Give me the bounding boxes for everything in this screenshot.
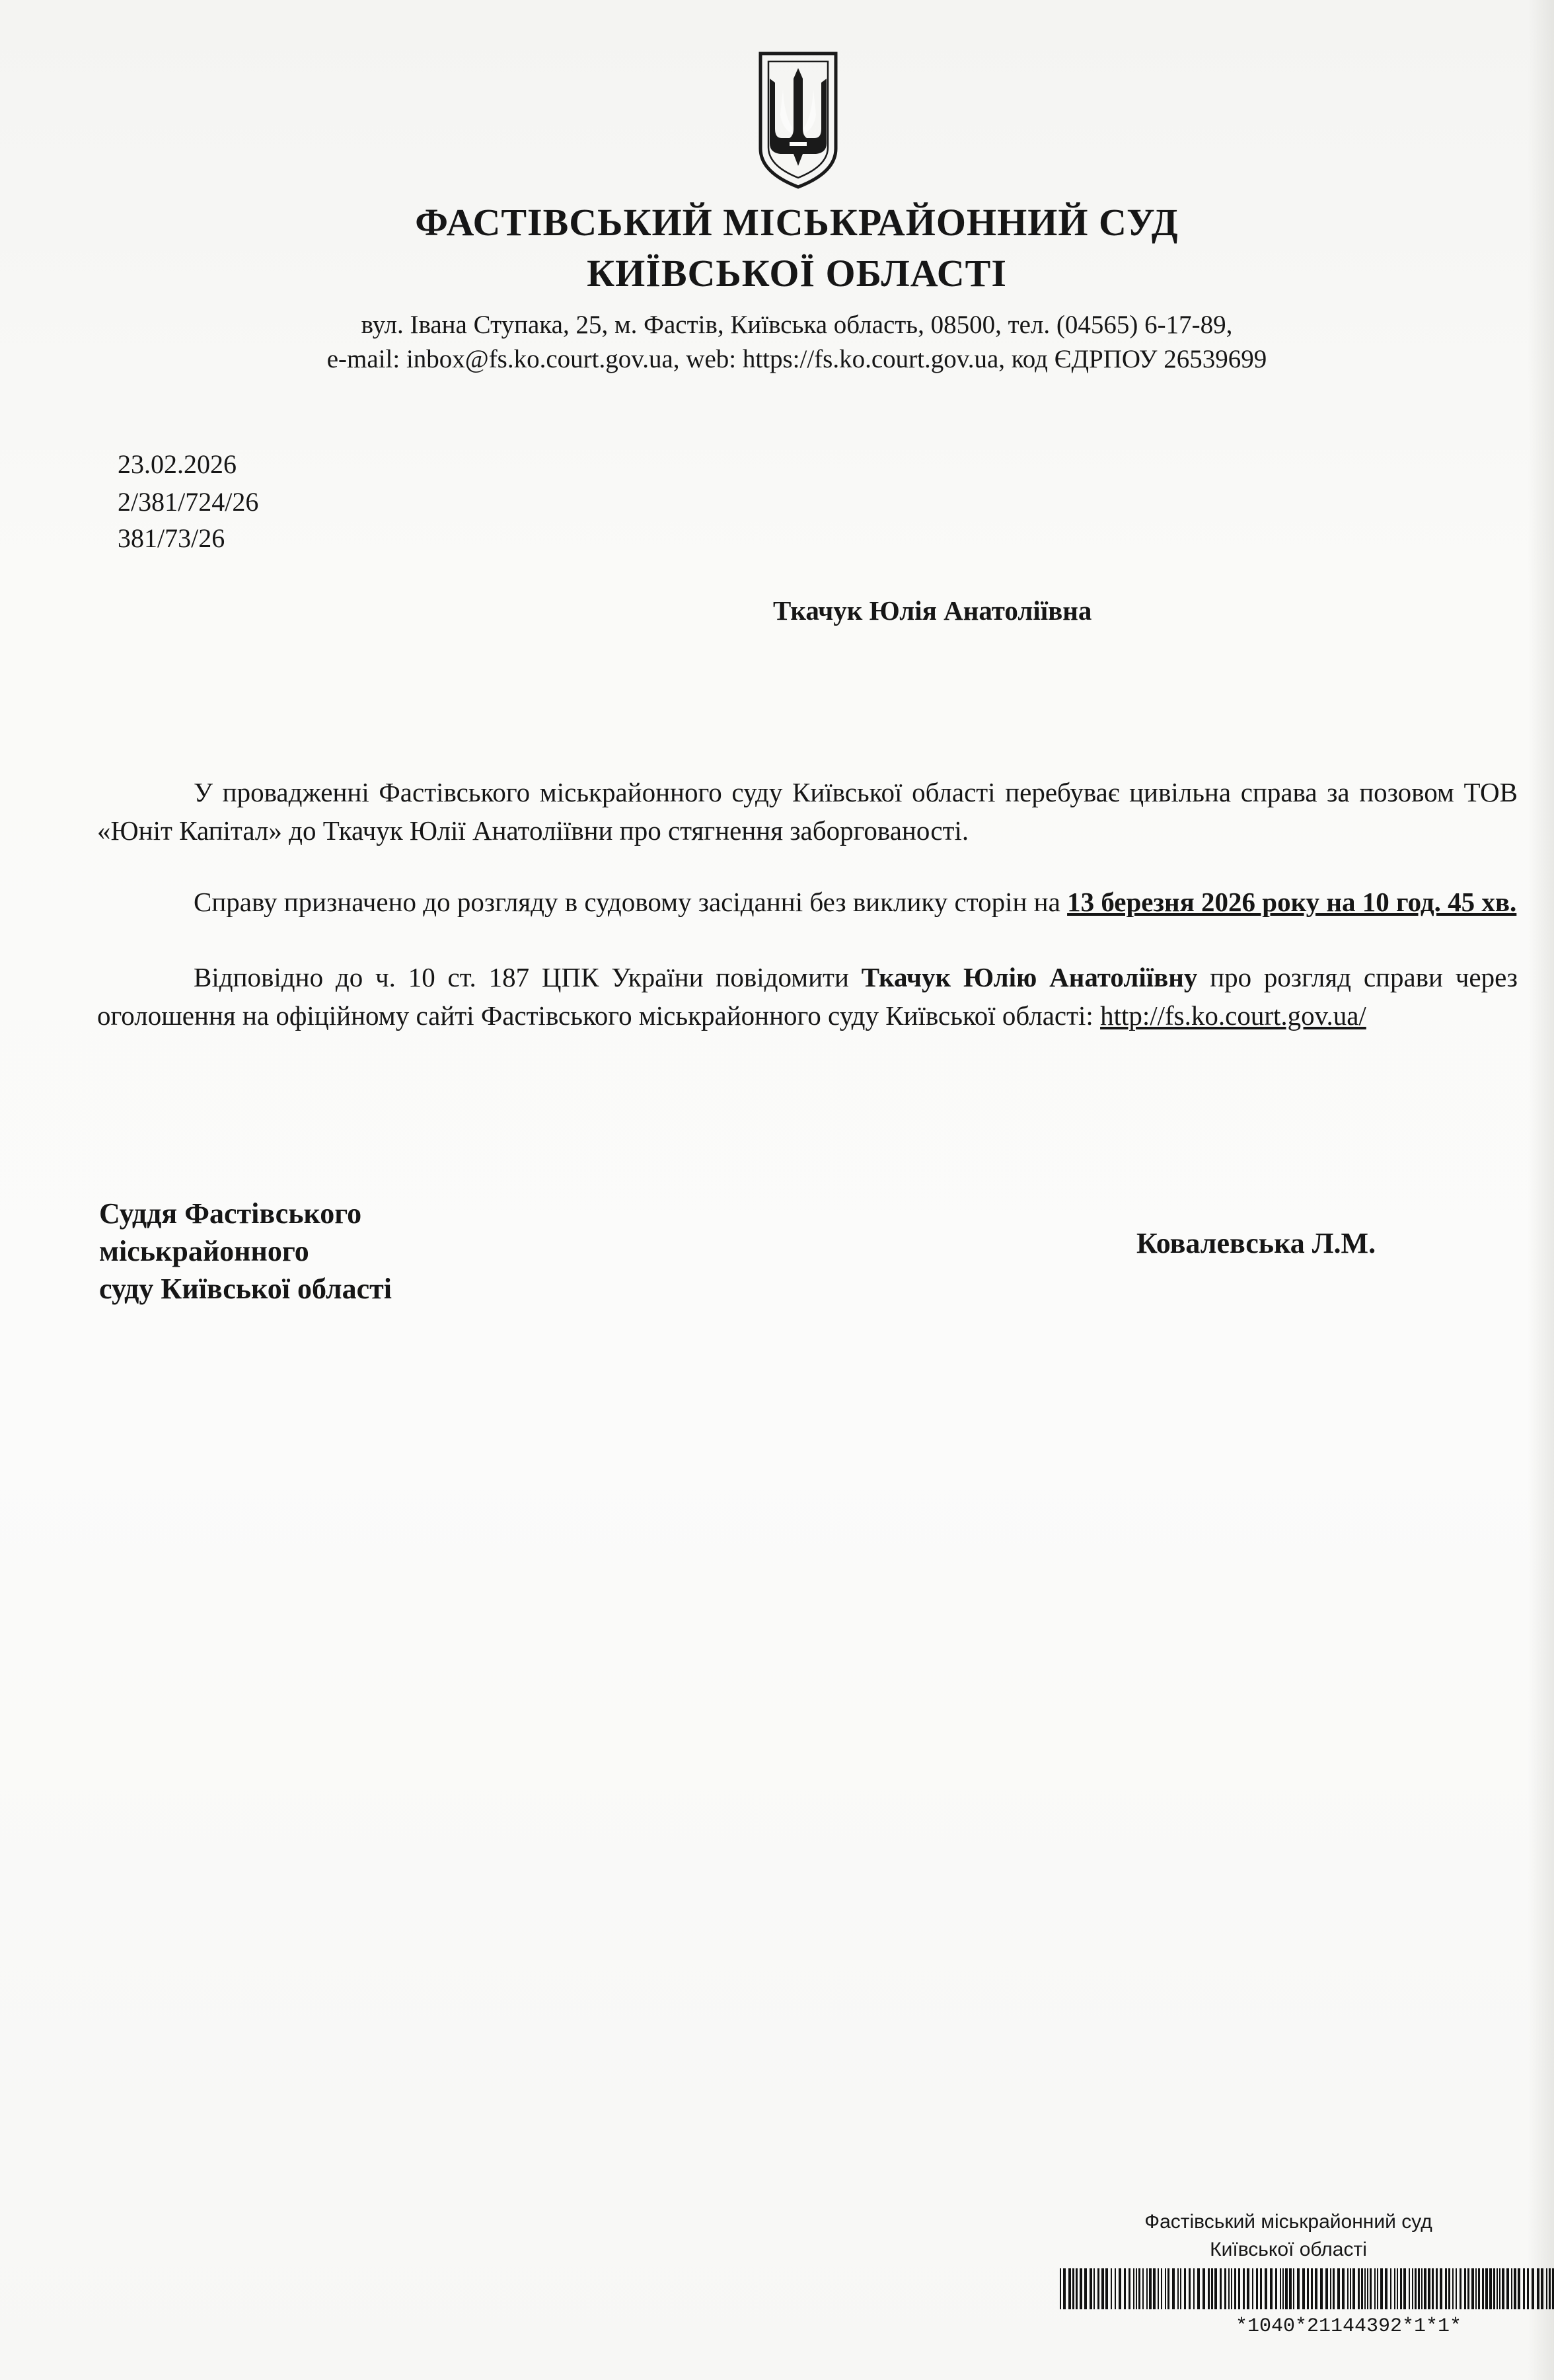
paragraph-3-text-start: Відповідно до ч. 10 ст. 187 ЦПК України повідомити bbox=[194, 962, 862, 992]
paragraph-2-text: Справу призначено до розгляду в судовому засіданні без виклику сторін на bbox=[194, 887, 1068, 917]
barcode-bar bbox=[1224, 2268, 1226, 2309]
barcode-bar bbox=[1482, 2268, 1484, 2309]
barcode-bar bbox=[1189, 2268, 1191, 2309]
barcode-bar bbox=[1464, 2268, 1466, 2309]
barcode-bar bbox=[1518, 2268, 1520, 2309]
paragraph-hearing-schedule bbox=[97, 883, 1518, 921]
barcode-bar bbox=[1320, 2268, 1323, 2309]
stamp-court-name: Фастівський міськрайонний суд bbox=[1144, 2211, 1432, 2233]
barcode-bar bbox=[1161, 2268, 1162, 2309]
barcode-bar bbox=[1385, 2268, 1388, 2309]
barcode-bar bbox=[1231, 2268, 1232, 2309]
barcode-bar bbox=[1167, 2268, 1169, 2309]
barcode-bar bbox=[1282, 2268, 1284, 2309]
tryzub-emblem-icon bbox=[755, 50, 841, 191]
barcode-bar bbox=[1172, 2268, 1175, 2309]
court-name-line2: КИЇВСЬКОЇ ОБЛАСТІ bbox=[587, 252, 1007, 295]
barcode-bar bbox=[1280, 2268, 1281, 2309]
barcode-bar bbox=[1394, 2268, 1395, 2309]
barcode-bar bbox=[1202, 2268, 1205, 2309]
notified-person-name: Ткачук Юлію Анатоліївну bbox=[861, 962, 1198, 992]
barcode-bar bbox=[1133, 2268, 1134, 2309]
barcode-bar bbox=[1111, 2268, 1112, 2309]
barcode-bar bbox=[1247, 2268, 1249, 2309]
barcode-bar bbox=[1460, 2268, 1462, 2309]
barcode-bar bbox=[1370, 2268, 1372, 2309]
document-date: 23.02.2026 bbox=[118, 449, 237, 479]
barcode-bar bbox=[1330, 2268, 1331, 2309]
barcode-bar bbox=[1445, 2268, 1447, 2309]
barcode-bar bbox=[1471, 2268, 1474, 2309]
barcode-bar bbox=[1546, 2268, 1547, 2309]
barcode-bar bbox=[1136, 2268, 1137, 2309]
barcode-bar bbox=[1412, 2268, 1413, 2309]
barcode-bar bbox=[1265, 2268, 1267, 2309]
barcode-bar bbox=[1403, 2268, 1406, 2309]
barcode-bar bbox=[1527, 2268, 1529, 2309]
barcode-bar bbox=[1409, 2268, 1410, 2309]
barcode-bar bbox=[1238, 2268, 1240, 2309]
barcode-bar bbox=[1142, 2268, 1144, 2309]
barcode-bar bbox=[1184, 2268, 1186, 2309]
barcode-bar bbox=[1146, 2268, 1148, 2309]
barcode-bar bbox=[1311, 2268, 1313, 2309]
barcode-bar bbox=[1506, 2268, 1509, 2309]
stamp-region: Київської області bbox=[1210, 2239, 1367, 2260]
barcode-bar bbox=[1415, 2268, 1417, 2309]
barcode-bar bbox=[1549, 2268, 1551, 2309]
barcode-bar bbox=[1084, 2268, 1087, 2309]
barcode-bar bbox=[1497, 2268, 1498, 2309]
hearing-date: 13 березня 2026 року на 10 год. 45 хв. bbox=[1067, 887, 1517, 917]
paragraph-notification bbox=[97, 958, 1518, 1035]
barcode-bar bbox=[1180, 2268, 1181, 2309]
barcode-bar bbox=[1493, 2268, 1495, 2309]
judge-position bbox=[99, 1195, 392, 1308]
paragraph-1-text: У провадженні Фастівського міськрайонного суду Київської області перебуває цивільна справа за позовом ТОВ «Юніт Капітал» до Ткачук Юлії Анатоліївни про стягнення заборгованості. bbox=[97, 777, 1518, 846]
barcode-bar bbox=[1532, 2268, 1534, 2309]
barcode-bar bbox=[1063, 2268, 1066, 2309]
barcode-bar bbox=[1440, 2268, 1442, 2309]
proceeding-number: 381/73/26 bbox=[118, 523, 225, 553]
barcode-bar bbox=[1214, 2268, 1217, 2309]
barcode-bar bbox=[1234, 2268, 1236, 2309]
barcode-bar bbox=[1076, 2268, 1078, 2309]
judge-position-line1: Суддя Фастівського bbox=[99, 1197, 362, 1230]
barcode-bar bbox=[1514, 2268, 1516, 2309]
paragraph-3-text-middle: про розгляд справи через оголошення на офіційному сайті Фастівського міськрайонного суду Київської області: bbox=[97, 962, 1518, 1031]
barcode-bar bbox=[1485, 2268, 1488, 2309]
barcode bbox=[1057, 2268, 1554, 2309]
barcode-bar bbox=[1208, 2268, 1210, 2309]
barcode-bar bbox=[1165, 2268, 1166, 2309]
barcode-bar bbox=[1337, 2268, 1340, 2309]
recipient-name: Ткачук Юлія Анатоліївна bbox=[773, 595, 1092, 626]
barcode-bar bbox=[1285, 2268, 1288, 2309]
barcode-bar bbox=[1367, 2268, 1368, 2309]
barcode-bar bbox=[1275, 2268, 1277, 2309]
barcode-bar bbox=[1364, 2268, 1366, 2309]
barcode-bar bbox=[1390, 2268, 1391, 2309]
barcode-bar bbox=[1380, 2268, 1383, 2309]
barcode-bar bbox=[1333, 2268, 1335, 2309]
barcode-bar bbox=[1377, 2268, 1378, 2309]
barcode-bar bbox=[1115, 2268, 1116, 2309]
barcode-bar bbox=[1537, 2268, 1539, 2309]
case-number: 2/381/724/26 bbox=[118, 487, 259, 517]
barcode-bar bbox=[1418, 2268, 1420, 2309]
barcode-bar bbox=[1297, 2268, 1300, 2309]
court-name-line1: ФАСТІВСЬКИЙ МІСЬКРАЙОННИЙ СУД bbox=[415, 201, 1179, 244]
barcode-bar bbox=[1193, 2268, 1195, 2309]
barcode-bar bbox=[1342, 2268, 1345, 2309]
barcode-bar bbox=[1068, 2268, 1071, 2309]
barcode-bar bbox=[1124, 2268, 1126, 2309]
barcode-bar bbox=[1307, 2268, 1309, 2309]
barcode-bar bbox=[1119, 2268, 1121, 2309]
barcode-bar bbox=[1228, 2268, 1230, 2309]
barcode-bar bbox=[1072, 2268, 1074, 2309]
judge-position-line2: міськрайонного bbox=[99, 1235, 309, 1267]
barcode-bar bbox=[1400, 2268, 1402, 2309]
barcode-bar bbox=[1467, 2268, 1469, 2309]
barcode-bar bbox=[1315, 2268, 1317, 2309]
barcode-bar bbox=[1347, 2268, 1349, 2309]
barcode-bar bbox=[1158, 2268, 1159, 2309]
barcode-bar bbox=[1352, 2268, 1355, 2309]
barcode-bar bbox=[1090, 2268, 1092, 2309]
barcode-bar bbox=[1502, 2268, 1504, 2309]
barcode-bar bbox=[1220, 2268, 1222, 2309]
barcode-bar bbox=[1197, 2268, 1200, 2309]
court-contacts-line: e-mail: inbox@fs.ko.court.gov.ua, web: https://fs.ko.court.gov.ua, код ЄДРПОУ 26539699 bbox=[326, 345, 1267, 373]
barcode-bar bbox=[1511, 2268, 1512, 2309]
barcode-bar bbox=[1523, 2268, 1525, 2309]
barcode-bar bbox=[1489, 2268, 1492, 2309]
barcode-bar bbox=[1421, 2268, 1423, 2309]
barcode-bar bbox=[1448, 2268, 1450, 2309]
barcode-bar bbox=[1452, 2268, 1454, 2309]
barcode-bar bbox=[1138, 2268, 1140, 2309]
judge-name: Ковалевська Л.М. bbox=[1136, 1227, 1376, 1259]
barcode-bar bbox=[1060, 2268, 1061, 2309]
barcode-bar bbox=[1499, 2268, 1500, 2309]
barcode-bar bbox=[1149, 2268, 1152, 2309]
paragraph-case-description bbox=[97, 773, 1518, 850]
barcode-bar bbox=[1289, 2268, 1292, 2309]
barcode-bar bbox=[1361, 2268, 1363, 2309]
barcode-bar bbox=[1260, 2268, 1262, 2309]
barcode-bar bbox=[1177, 2268, 1179, 2309]
barcode-bar bbox=[1153, 2268, 1156, 2309]
barcode-bar bbox=[1432, 2268, 1434, 2309]
barcode-bar bbox=[1105, 2268, 1108, 2309]
barcode-bar bbox=[1101, 2268, 1104, 2309]
barcode-bar bbox=[1325, 2268, 1328, 2309]
barcode-bar bbox=[1436, 2268, 1438, 2309]
barcode-bar bbox=[1211, 2268, 1213, 2309]
barcode-bar bbox=[1397, 2268, 1398, 2309]
barcode-bar bbox=[1302, 2268, 1305, 2309]
barcode-bar bbox=[1350, 2268, 1351, 2309]
barcode-bar bbox=[1374, 2268, 1376, 2309]
barcode-bar bbox=[1252, 2268, 1253, 2309]
barcode-bar bbox=[1478, 2268, 1480, 2309]
barcode-bar bbox=[1270, 2268, 1273, 2309]
barcode-bar bbox=[1293, 2268, 1294, 2309]
barcode-bar bbox=[1097, 2268, 1099, 2309]
barcode-bar bbox=[1456, 2268, 1457, 2309]
barcode-bar bbox=[1428, 2268, 1430, 2309]
barcode-bar bbox=[1541, 2268, 1543, 2309]
barcode-bar bbox=[1424, 2268, 1426, 2309]
barcode-bar bbox=[1080, 2268, 1082, 2309]
court-website-link[interactable]: http://fs.ko.court.gov.ua/ bbox=[1100, 1000, 1366, 1031]
judge-position-line3: суду Київської області bbox=[99, 1273, 392, 1305]
barcode-bar bbox=[1243, 2268, 1245, 2309]
barcode-bar bbox=[1475, 2268, 1477, 2309]
barcode-bar bbox=[1128, 2268, 1130, 2309]
barcode-number: *1040*21144392*1*1* bbox=[1236, 2315, 1462, 2338]
court-address-line: вул. Івана Ступака, 25, м. Фастів, Київська область, 08500, тел. (04565) 6-17-89, bbox=[361, 311, 1233, 339]
barcode-bar bbox=[1358, 2268, 1360, 2309]
barcode-bar bbox=[1093, 2268, 1095, 2309]
barcode-bar bbox=[1256, 2268, 1258, 2309]
